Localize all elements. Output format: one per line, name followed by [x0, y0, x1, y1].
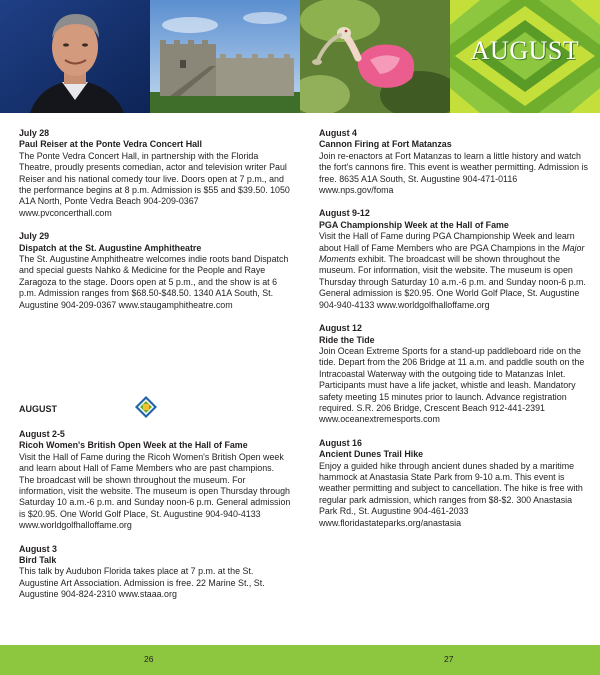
event-date: August 2-5: [19, 429, 65, 439]
header-banner: [0, 0, 600, 113]
event-title: Bird Talk: [19, 555, 57, 566]
event-title: PGA Championship Week at the Hall of Fame: [319, 219, 509, 230]
event-description: Enjoy a guided hike through ancient dunes shaded by a maritime hammock at Anastasia State Park from 9-10 a.m. This event is weather permitting and subject to cancellation. The hike is free with regular park admission, which ranges from $8-$2. 300 Anastasia Park Rd., St. Augustine 904-461-2033 www.floridastateparks.org/anastasia: [319, 460, 583, 528]
page-number-left: 26: [144, 654, 154, 664]
footer-bar: [0, 645, 600, 675]
event-title: Dispatch at the St. Augustine Amphitheatre: [19, 242, 202, 253]
month-title: AUGUST: [470, 36, 580, 65]
event-date: August 16: [319, 437, 362, 448]
event-title: Ride the Tide: [319, 334, 375, 345]
event-date: August 12: [319, 323, 362, 334]
desc-part: Visit the Hall of Fame during PGA Championship Week and learn about Hall of Fame Members who are PGA Champions in the: [319, 231, 575, 253]
event-aug-2-5: [19, 429, 291, 532]
event-title: Paul Reiser at the Ponte Vedra Concert Hall: [19, 139, 202, 150]
event-description: The Ponte Vedra Concert Hall, in partnership with the Florida Theatre, proudly presents comedian, actor and television writer Paul Reiser and his national comedy tour live. Doors open at 7 p.m., and the performance begins at 8 p.m. Admission is $55 and $39.50. 1050 A1A North, Ponte Vedra Beach 904-209-0367 www.pvconcerthall.com: [19, 150, 290, 218]
left-column: [19, 128, 291, 323]
event-aug-16: [319, 438, 591, 529]
right-column: [319, 128, 591, 541]
event-aug-4: [319, 128, 591, 196]
exhibit-name: Major Moments: [319, 242, 585, 265]
desc-part: exhibit. The broadcast will be shown throughout the museum. For information, visit the website. The museum is open Thursday through Saturday 10 a.m.-6 p.m. and Sunday noon-6 p.m. General admission is $20.95. One World Golf Place, St. Augustine 904-940-4133 www.worldgolfhalloffame.org: [319, 254, 586, 310]
st-augustine-badge-icon: [135, 396, 157, 418]
portrait-photo: [0, 0, 150, 113]
fort-photo: [150, 0, 300, 113]
event-date: August 4: [319, 128, 357, 138]
event-aug-12: [319, 323, 591, 426]
event-description: This talk by Audubon Florida takes place at 7 p.m. at the St. Augustine Art Association. Admission is free. 22 Marine St., St. Augustine 904-824-2310 www.staaa.org: [19, 566, 265, 600]
event-title: Ancient Dunes Trail Hike: [319, 449, 424, 460]
event-aug-3: [19, 544, 291, 601]
month-panel: [450, 0, 600, 113]
event-description: The St. Augustine Amphitheatre welcomes indie roots band Dispatch and special guests Nahko & Medicine for the People and Raye Zaragoza to the stage. Doors open at 5 p.m., and the show is at 6 p.m. Admission ranges from $68.50-$48.50. 1340 A1A South, St. Augustine 904-209-0367 www.staugamphitheatre.com: [19, 254, 289, 310]
august-events-left: [19, 429, 291, 613]
event-description: Join re-enactors at Fort Matanzas to learn a little history and watch the fort's cannons fire. This event is weather permitting. Admission is free. 8635 A1A South, St. Augustine 904-471-0116 www.nps.gov/foma: [319, 150, 588, 196]
event-july-29: [19, 231, 291, 311]
event-title: Ricoh Women's British Open Week at the Hall of Fame: [19, 440, 248, 451]
event-description: Visit the Hall of Fame during the Ricoh Women's British Open week and learn about Hall of Fame Members who are past champions. The broadcast will be shown throughout the museum. For information, visit the website. The museum is open Thursday through Saturday 10 a.m.-6 p.m. and Sunday noon-6 p.m. General admission is $20.95. One World Golf Place, St. Augustine 904-940-4133 www.worldgolfhalloffame.org: [19, 451, 291, 531]
event-description: [319, 231, 591, 311]
event-title: Cannon Firing at Fort Matanzas: [319, 139, 452, 150]
event-description: Join Ocean Extreme Sports for a stand-up paddleboard ride on the tide. Depart from the 206 Bridge at 11 a.m. and paddle south on the Intracoastal Waterway with the outgoing tide to Matanzas Inlet. Participants must have a life jacket, whistle and leash. Mandatory safety meeting 15 minutes prior to launch. Advance registration required. S.R. 206 Bridge, Crescent Beach 912-441-2391 www.oceanextremesports.com: [319, 345, 585, 425]
event-date: August 3: [19, 543, 57, 554]
event-july-28: [19, 128, 291, 219]
section-heading: AUGUST: [19, 404, 57, 414]
event-aug-9-12: [319, 208, 591, 311]
event-date: July 29: [19, 231, 50, 242]
page-number-right: 27: [444, 654, 454, 664]
event-date: July 28: [19, 128, 50, 138]
event-date: August 9-12: [319, 208, 370, 219]
section-heading-row: [19, 404, 291, 424]
spoonbill-photo: [300, 0, 450, 113]
